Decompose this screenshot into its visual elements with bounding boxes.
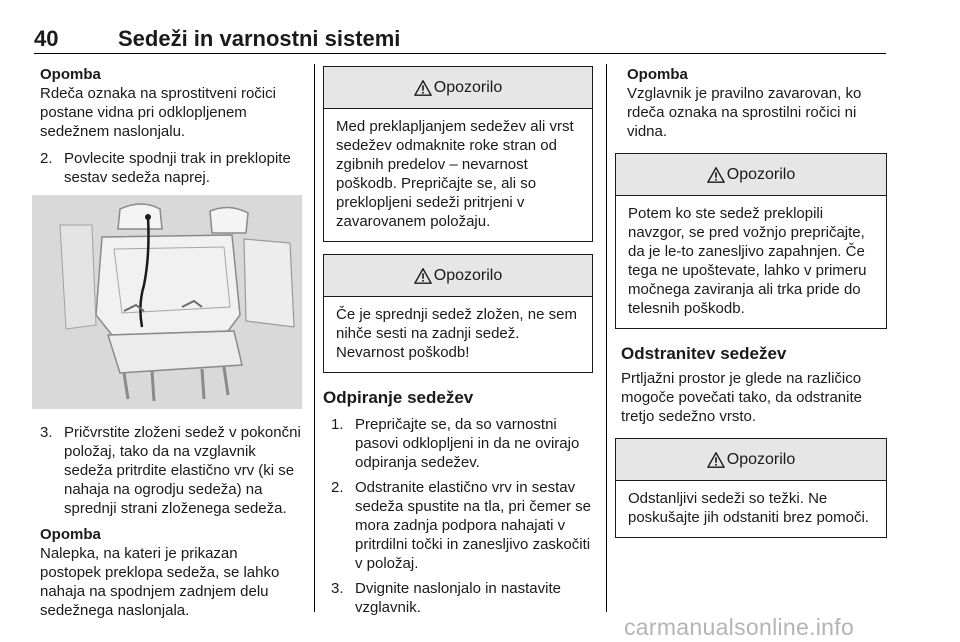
seat-illustration [32,195,302,409]
step-item [40,423,302,518]
note-text: Vzglavnik je pravilno zavarovan, ko rdeča oznaka na sprostilni ročici ni vidna. [627,85,862,140]
page-number: 40 [34,26,59,51]
step-text: Prepričajte se, da so varnostni pasovi odklopljeni in da ne ovirajo odpiranja sedežev. [355,416,580,471]
column-middle [323,66,593,617]
page-header [34,26,886,54]
section-title: Odpiranje sedežev [323,388,474,407]
step-number: 2. [40,150,53,167]
warning-header [324,255,592,297]
warning-triangle-icon [707,451,725,469]
warning-box [323,254,593,373]
step-text: Povlecite spodnji trak in preklopite sestav sedeža naprej. [64,150,291,186]
step-item [40,149,302,187]
note-text: Nalepka, na kateri je prikazan postopek preklopa sedeža, se lahko nahaja na spodnjem zadnjem delu sedežnega naslonjala. [40,545,280,619]
warning-header [324,67,592,109]
column-left [40,66,302,620]
warning-box [323,66,593,242]
note-title: Opomba [627,66,688,83]
step-item [323,579,593,617]
note-title: Opomba [40,526,101,543]
step-number: 2. [331,479,344,496]
step-item [323,415,593,472]
folded-seat-icon [32,195,302,409]
warning-title: Opozorilo [433,78,503,96]
warning-title: Opozorilo [726,165,796,183]
chapter-title: Sedeži in varnostni sistemi [118,26,401,51]
section-title: Odstranitev sedežev [621,344,787,363]
warning-header [616,439,886,481]
warning-triangle-icon [414,267,432,285]
warning-header [616,154,886,196]
warning-text: Odstanljivi sedeži so težki. Ne poskušajte jih odstaniti brez pomoči. [628,490,869,526]
step-item [323,478,593,573]
warning-text: Če je sprednji sedež zložen, ne sem nihče sesti na zadnji sedež. Nevarnost poškodb! [336,306,577,361]
step-text: Dvignite naslonjalo in nastavite vzglavnik. [355,580,561,616]
column-right [615,66,887,538]
watermark: carmanualsonline.info [624,614,855,640]
column-divider [606,64,607,612]
warning-box [615,153,887,329]
step-text: Pričvrstite zloženi sedež v pokončni položaj, tako da na vzglavnik sedeža pritrdite elastično vrv (ki se nahaja na ogrodju sedeža) na sprednji strani zloženega sedeža. [64,424,301,517]
note-title: Opomba [40,66,101,83]
step-number: 1. [331,416,344,433]
warning-triangle-icon [707,166,725,184]
warning-text: Potem ko ste sedež preklopili navzgor, se pred vožnjo prepričajte, da je le-to zanesljivo zapahnjen. Če tega ne upoštevate, lahko v primeru močnega zaviranja ali trka pride do telesnih poškodb. [628,205,867,317]
step-text: Odstranite elastično vrv in sestav sedeža spustite na tla, pri čemer se mora zadnja podpora nahajati v pritrdilni točki in zanesljivo zaskočiti v položaj. [355,479,591,572]
note-text: Rdeča oznaka na sprostitveni ročici postane vidna pri odklopljenem sedežnem naslonjalu. [40,85,276,140]
warning-triangle-icon [414,79,432,97]
section-text: Prtljažni prostor je glede na različico mogoče povečati tako, da odstranite tretjo sedežno vrsto. [621,370,862,425]
warning-title: Opozorilo [433,266,503,284]
step-number: 3. [331,580,344,597]
step-number: 3. [40,424,53,441]
column-divider [314,64,315,612]
warning-text: Med preklapljanjem sedežev ali vrst sedežev odmaknite roke stran od zgibnih predelov – nevarnost poškodb. Prepričajte se, ali so preklopljeni sedeži pritrjeni v zavarovanem položaju. [336,118,574,230]
warning-title: Opozorilo [726,450,796,468]
warning-box [615,438,887,538]
